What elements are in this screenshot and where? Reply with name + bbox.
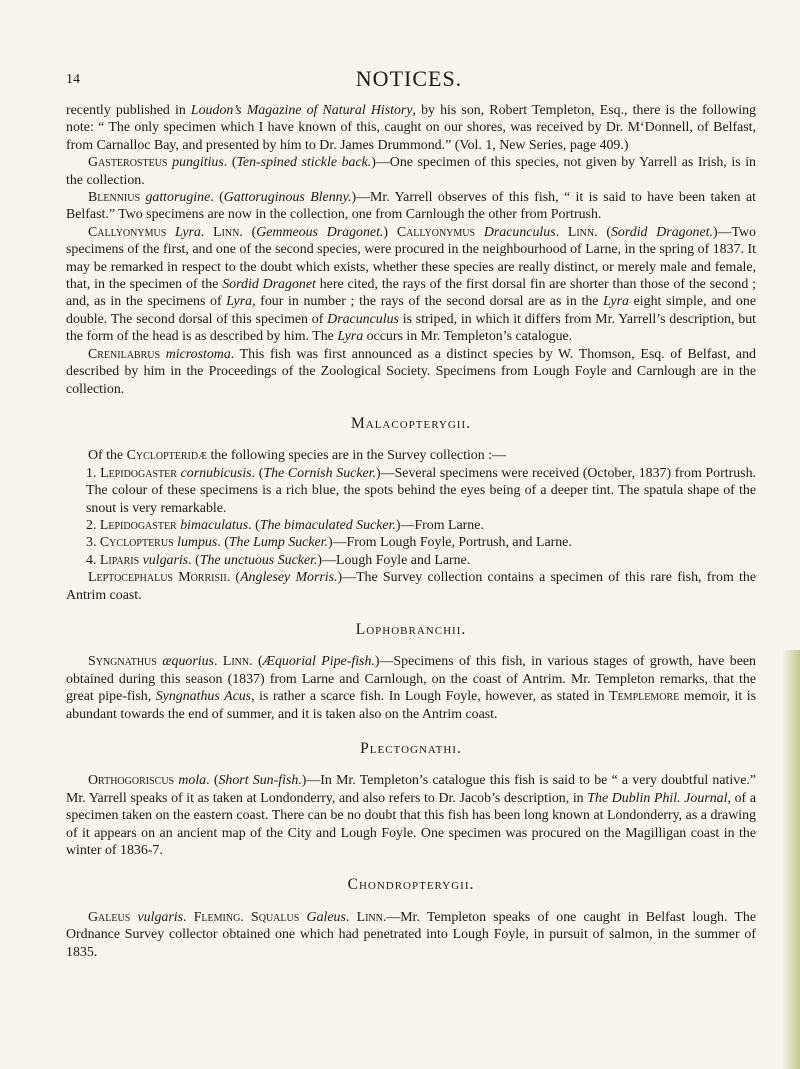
running-title: NOTICES.	[355, 66, 463, 91]
section-heading-lophobranchii: Lophobranchii.	[355, 620, 467, 638]
paragraph-orthogoriscus: Orthogoriscus mola. (Short Sun-fish.)—In Mr. Templeton’s catalogue this fish is said to be “ a very doubtful native.” Mr. Yarrell speaks of it as taken at Londonderry, and also refers to Dr. Jacob’s description, in The Dublin Phil. Journal, of a specimen taken on the eastern coast. There can be no doubt that this fish has been long known at Londonderry, as a drawing of it appears on an ancient map of the City and Lough Foyle. One specimen was procured on the Magilligan coast in the winter of 1836-7.	[66, 773, 756, 859]
list-item: 1. Lepidogaster cornubicusis. (The Cornish Sucker.)—Several specimens were received (October, 1837) from Portrush. The colour of these specimens is a rich blue, the spots behind the eyes being of a deeper tint. The spatula shape of the snout is very remarkable.	[86, 465, 756, 516]
page-body	[66, 102, 756, 961]
page-header	[66, 58, 752, 98]
section-heading-malacopterygii: Malacopterygii.	[350, 414, 472, 432]
paragraph-leptocephalus: Leptocephalus Morrisii. (Anglesey Morris.)—The Survey collection contains a specimen of this rare fish, from the Antrim coast.	[66, 570, 756, 603]
section-heading-plectognathi: Plectognathi.	[360, 740, 462, 757]
paragraph-galeus: Galeus vulgaris. Fleming. Squalus Galeus. Linn.—Mr. Templeton speaks of one caught in Belfast lough. The Ordnance Survey collector obtained one which had penetrated into Lough Foyle, in pursuit of salmon, in the summer of 1835.	[66, 909, 756, 960]
paragraph-cyclopteridae: Of the Cyclopteridæ the following species are in the Survey collection :—	[88, 448, 506, 464]
section-heading-chondropterygii: Chondropterygii.	[347, 876, 475, 894]
paragraph-syngnathus: Syngnathus æquorius. Linn. (Æquorial Pipe-fish.)—Specimens of this fish, in various stages of growth, have been obtained during this season (1837) from Larne and Carnlough, on the coast of Antrim. Mr. Templeton remarks, that the great pipe-fish, Syngnathus Acus, is rather a scarce fish. In Lough Foyle, however, as stated in Templemore memoir, it is abundant towards the end of summer, and it is taken also on the Antrim coast.	[66, 654, 757, 722]
list-item: 2. Lepidogaster bimaculatus. (The bimaculated Sucker.)—From Larne.	[86, 517, 484, 533]
paragraph-gasterosteus: Gasterosteus pungitius. (Ten-spined stickle back.)—One specimen of this species, not given by Yarrell as Irish, is in the collection.	[66, 155, 756, 188]
species-list	[66, 465, 756, 569]
paragraph-loudon-note: recently published in Loudon’s Magazine of Natural History, by his son, Robert Templeton, Esq., there is the following note: “ The only specimen which I have known of this, caught on our shores, was received by Dr. M‘Donnell, of Belfast, from Carnalloc Bay, and presented by him to Dr. James Drummond.” (Vol. 1, New Series, page 409.)	[66, 103, 756, 153]
list-item: 3. Cyclopterus lumpus. (The Lump Sucker.)—From Lough Foyle, Portrush, and Larne.	[86, 535, 572, 551]
paragraph-callyonymus: Callyonymus Lyra. Linn. (Gemmeous Dragonet.) Callyonymus Dracunculus. Linn. (Sordid Dragonet.)—Two specimens of the first, and one of the second species, were procured in the neighbourhood of Larne, in the spring of 1837. It may be remarked in respect to the doubt which exists, whether these species are really distinct, or merely male and female, that, in the specimen of the Sordid Dragonet here cited, the rays of the first dorsal fin are shorter than those of the second ; and, as in the specimens of Lyra, four in number ; the rays of the second dorsal are as in the Lyra eight simple, and one double. The second dorsal of this specimen of Dracunculus is striped, in which it differs from Mr. Yarrell’s description, but the form of the head is as described by him. The Lyra occurs in Mr. Templeton’s catalogue.	[66, 224, 757, 345]
page-number: 14	[66, 72, 80, 87]
page-edge-stain	[782, 650, 800, 1069]
paragraph-blennius: Blennius gattorugine. (Gattoruginous Blenny.)—Mr. Yarrell observes of this fish, “ it is said to have been taken at Belfast.” Two specimens are now in the collection, one from Carnlough the other from Portrush.	[66, 190, 756, 223]
list-item: 4. Liparis vulgaris. (The unctuous Sucker.)—Lough Foyle and Larne.	[86, 552, 471, 568]
paragraph-crenilabrus: Crenilabrus microstoma. This fish was first announced as a distinct species by W. Thomson, Esq. of Belfast, and described by him in the Proceedings of the Zoological Society. Specimens from Lough Foyle and Carnlough are in the collection.	[66, 346, 756, 397]
